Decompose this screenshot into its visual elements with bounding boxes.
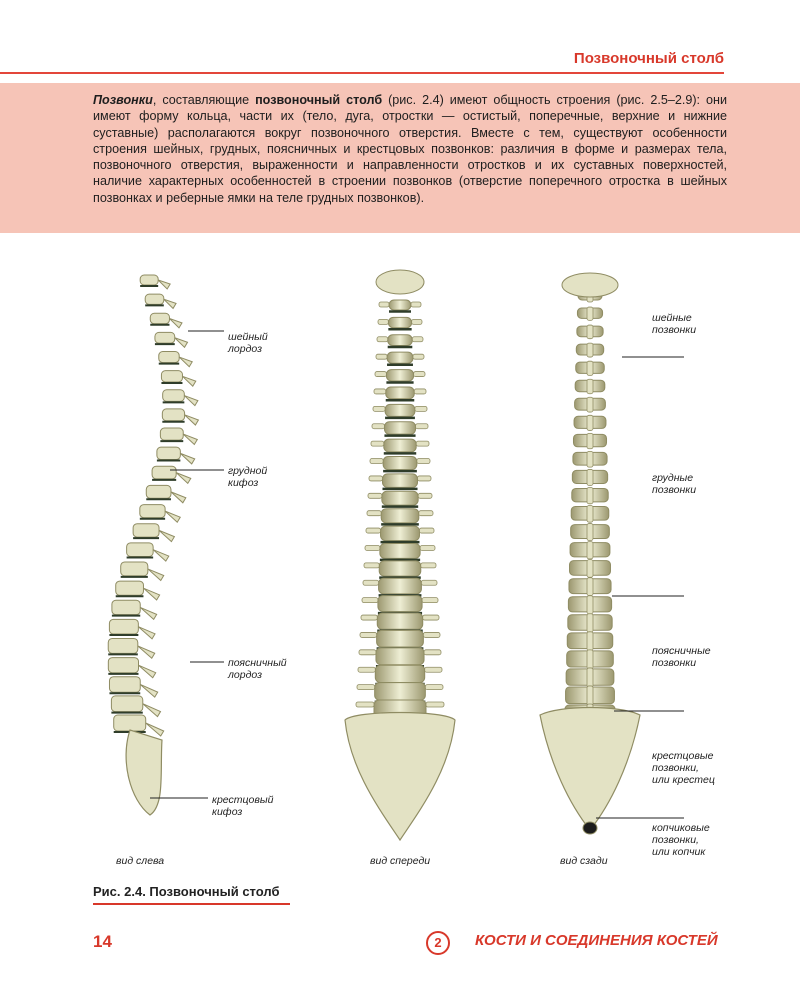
spinous-process	[587, 686, 593, 706]
label-line: лордоз	[228, 343, 263, 355]
vertebra-body	[378, 596, 422, 612]
spinous-process	[587, 596, 593, 614]
label-line: крестцовый	[212, 794, 274, 806]
vertebra-body	[382, 474, 417, 487]
spinous-process	[587, 487, 593, 503]
vertebra-body	[386, 370, 413, 381]
transverse-process	[414, 389, 426, 394]
spinous-process	[179, 357, 192, 367]
label-line: позвонки,	[652, 834, 699, 846]
spinous-process	[140, 684, 157, 697]
transverse-process	[415, 406, 427, 411]
spinous-process	[143, 704, 161, 717]
transverse-process	[377, 337, 388, 342]
transverse-process	[421, 563, 436, 568]
vertebra-body	[377, 613, 422, 629]
atlas	[562, 273, 618, 297]
spinous-process	[182, 376, 195, 386]
intro-keyword: позвоночный столб	[255, 93, 383, 107]
vertebra-body	[127, 543, 154, 557]
transverse-process	[424, 650, 441, 655]
spinous-process	[158, 280, 170, 289]
vertebra-body	[111, 696, 142, 712]
spinous-process	[587, 469, 593, 485]
spinous-process	[587, 361, 593, 375]
transverse-process	[357, 685, 375, 690]
transverse-process	[359, 650, 376, 655]
transverse-process	[363, 580, 379, 585]
label-cervical-lordosis	[228, 331, 268, 355]
vertebra-body	[375, 665, 424, 682]
spinous-process	[587, 614, 593, 632]
spinous-process	[587, 433, 593, 448]
spinous-process	[587, 560, 593, 578]
label-line: крестцовые	[652, 750, 714, 762]
vertebra-body	[384, 422, 415, 434]
vertebra-body	[155, 332, 175, 343]
label-line: кифоз	[212, 806, 243, 818]
transverse-process	[378, 319, 388, 324]
vertebra-body	[150, 313, 169, 324]
spine-front-view	[345, 270, 455, 840]
vertebra-body	[376, 648, 424, 665]
atlas	[376, 270, 424, 294]
vertebra-body	[114, 715, 146, 731]
spinous-process	[148, 569, 164, 581]
spine-side-view	[108, 275, 198, 815]
label-thoracic-kyphosis	[228, 465, 267, 489]
spinous-process	[587, 632, 593, 651]
spinous-process	[138, 646, 155, 658]
spinous-process	[164, 299, 176, 308]
transverse-process	[364, 563, 379, 568]
transverse-process	[358, 667, 375, 672]
spinous-process	[143, 588, 159, 600]
transverse-process	[420, 545, 435, 550]
transverse-process	[425, 685, 443, 690]
vertebra-body	[388, 335, 413, 346]
vertebra-body	[140, 275, 158, 285]
vertebra-body	[375, 683, 426, 701]
vertebra-body	[152, 466, 176, 479]
transverse-process	[365, 545, 380, 550]
vertebra-body	[380, 543, 420, 558]
vertebra-body	[109, 677, 140, 692]
label-line: грудной	[228, 465, 268, 477]
spinous-process	[587, 506, 593, 523]
transverse-process	[372, 424, 384, 429]
running-header: Позвоночный столб	[573, 50, 724, 67]
transverse-process	[362, 598, 378, 603]
spinous-process	[183, 434, 197, 444]
transverse-process	[418, 476, 431, 481]
vertebra-body	[133, 524, 159, 537]
page-number: 14	[93, 932, 112, 951]
sacrum-back	[540, 708, 640, 831]
vertebra-body	[146, 485, 171, 498]
vertebra-body	[384, 439, 416, 452]
spinous-process	[587, 578, 593, 596]
transverse-process	[425, 667, 442, 672]
spinous-process	[140, 607, 156, 619]
vertebra-body	[160, 428, 183, 440]
transverse-process	[366, 528, 381, 533]
vertebra-body	[157, 447, 180, 459]
label-line: или копчик	[652, 846, 706, 858]
transverse-process	[374, 389, 386, 394]
transverse-process	[421, 580, 437, 585]
transverse-process	[375, 372, 386, 377]
label-line: или крестец	[652, 774, 715, 786]
coccyx	[583, 822, 597, 834]
view-label-back: вид сзади	[560, 855, 608, 867]
vertebra-body	[112, 600, 140, 614]
intro-part2: (рис. 2.4) имеют общность строения (рис. 2.5–2.9): они имеют форму кольца, части их (тело, дуга, отростки — остистый, поперечные, верхние и нижние суставные) располагаются вокруг позвоночного отверстия. Вместе с тем, существуют особенности строения шейных, грудных, поясничных и крестцовых позвонков: различия в форме и размерах тела, позвоночного отверстия, выраженности и направленности отростков и их суставных поверхностей, наличие характерных особенностей в строении позвонков (отверстие поперечного отростка в шейных позвонках и реберные ямки на теле грудных позвонков).	[93, 93, 727, 205]
transverse-process	[371, 441, 384, 446]
vertebra-body	[108, 658, 138, 673]
label-line: шейный	[228, 331, 268, 343]
label-sacral-vertebrae	[652, 750, 715, 786]
vertebra-body	[386, 387, 415, 399]
spinous-process	[139, 665, 156, 677]
vertebra-body	[377, 630, 424, 647]
chapter-number-badge: 2	[426, 931, 450, 955]
vertebra-body	[385, 404, 415, 416]
transverse-process	[426, 702, 444, 707]
spinous-process	[587, 415, 593, 430]
vertebra-body	[379, 561, 421, 576]
transverse-process	[373, 406, 385, 411]
spinous-process	[159, 530, 174, 541]
spinous-process	[587, 325, 593, 339]
spinous-process	[175, 338, 188, 348]
spinous-process	[176, 473, 191, 484]
vertebra-body	[383, 457, 417, 470]
vertebra-body	[388, 317, 411, 327]
spinous-process	[587, 650, 593, 669]
transverse-process	[370, 459, 383, 464]
chapter-title: КОСТИ И СОЕДИНЕНИЯ КОСТЕЙ	[475, 932, 718, 949]
spinous-process	[587, 524, 593, 541]
vertebra-body	[163, 390, 185, 402]
sacrum-front	[345, 713, 455, 841]
label-line: позвонки	[652, 324, 697, 336]
spinous-process	[169, 319, 182, 328]
spinous-process	[165, 511, 180, 522]
label-line: позвонки	[652, 657, 697, 669]
vertebra-body	[382, 491, 418, 505]
intro-part1: , составляющие	[152, 93, 256, 107]
intro-term: Позвонки	[93, 93, 153, 107]
label-lumbar-vertebrae	[652, 645, 711, 669]
view-label-front: вид спереди	[370, 855, 431, 867]
label-cervical-vertebrae	[652, 312, 696, 336]
spinous-process	[587, 343, 593, 357]
spinous-process	[587, 542, 593, 559]
transverse-process	[423, 632, 440, 637]
vertebra-body	[145, 294, 164, 304]
label-thoracic-vertebrae	[652, 472, 696, 496]
transverse-process	[414, 372, 425, 377]
transverse-process	[411, 302, 421, 307]
spinous-process	[587, 379, 593, 394]
transverse-process	[356, 702, 374, 707]
vertebra-body	[381, 526, 420, 541]
label-line: копчиковые	[652, 822, 710, 834]
transverse-process	[416, 441, 429, 446]
spinous-process	[146, 723, 164, 736]
vertebra-body	[162, 409, 184, 421]
transverse-process	[418, 493, 432, 498]
vertebra-body	[387, 352, 413, 363]
vertebra-body	[161, 371, 182, 382]
spinous-process	[153, 550, 169, 561]
transverse-process	[419, 528, 434, 533]
transverse-process	[376, 354, 387, 359]
label-line: кифоз	[228, 477, 259, 489]
sacrum-side	[126, 730, 162, 815]
vertebra-body	[109, 619, 138, 634]
label-lumbar-lordosis	[228, 657, 287, 681]
transverse-process	[368, 493, 382, 498]
transverse-process	[367, 511, 381, 516]
transverse-process	[419, 511, 433, 516]
spinous-process	[171, 492, 186, 503]
vertebra-body	[381, 509, 419, 523]
transverse-process	[360, 632, 377, 637]
spinous-process	[587, 451, 593, 467]
vertebra-body	[159, 352, 179, 363]
caption-rule	[93, 903, 290, 905]
vertebra-body	[116, 581, 144, 595]
transverse-process	[423, 615, 439, 620]
figure-caption: Рис. 2.4. Позвоночный столб	[93, 884, 280, 899]
label-line: шейные	[652, 312, 692, 324]
label-line: поясничные	[652, 645, 711, 657]
vertebra-body	[379, 578, 422, 594]
transverse-process	[412, 319, 422, 324]
transverse-process	[379, 302, 389, 307]
transverse-process	[361, 615, 377, 620]
spinous-process	[587, 307, 593, 320]
transverse-process	[422, 598, 438, 603]
spinous-process	[185, 415, 199, 425]
label-line: позвонки,	[652, 762, 699, 774]
transverse-process	[369, 476, 382, 481]
vertebra-body	[108, 638, 138, 653]
label-line: грудные	[652, 472, 694, 484]
spinous-process	[587, 668, 593, 687]
transverse-process	[413, 354, 424, 359]
label-sacral-kyphosis	[212, 794, 273, 818]
spinous-process	[138, 627, 155, 639]
spinous-process	[184, 396, 198, 406]
transverse-process	[412, 337, 423, 342]
vertebra-body	[121, 562, 148, 576]
transverse-process	[416, 424, 428, 429]
label-line: лордоз	[228, 669, 263, 681]
spinous-process	[587, 397, 593, 412]
label-line: позвонки	[652, 484, 697, 496]
view-label-left: вид слева	[116, 855, 165, 867]
label-line: поясничный	[228, 657, 287, 669]
spinous-process	[180, 453, 194, 464]
vertebra-body	[389, 300, 411, 310]
transverse-process	[417, 459, 430, 464]
label-coccygeal-vertebrae	[652, 822, 710, 858]
vertebra-body	[140, 505, 165, 518]
